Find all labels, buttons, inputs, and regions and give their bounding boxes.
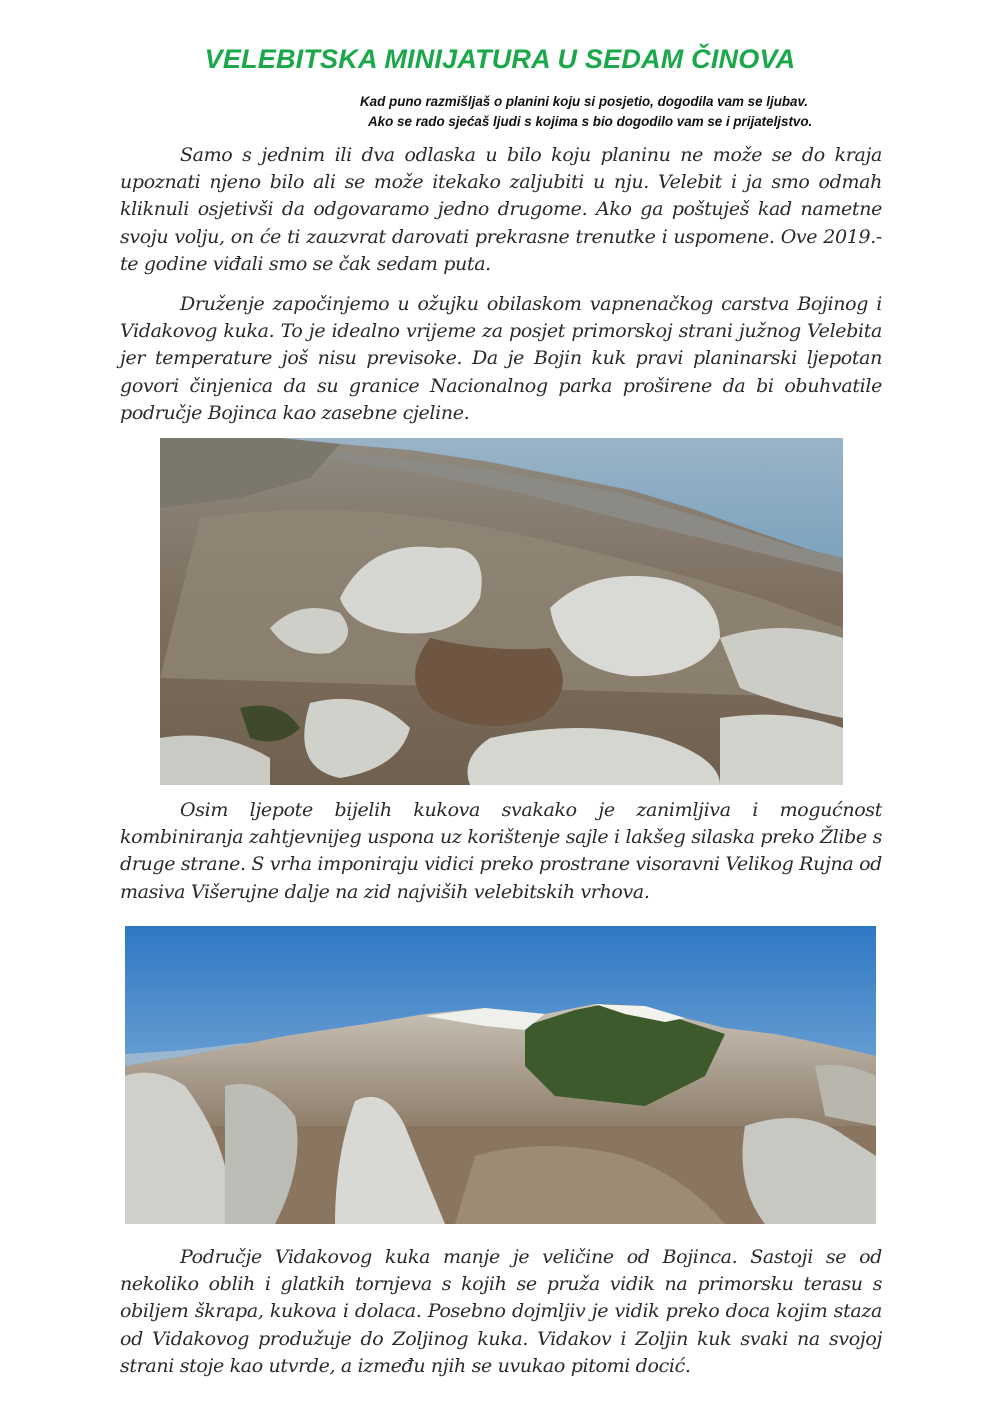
motto-line-1: Kad puno razmišljaš o planini koju si posjetio, dogodila vam se ljubav.	[360, 94, 808, 109]
mountain-panorama-photo-icon	[125, 926, 876, 1224]
motto-quote	[335, 92, 895, 132]
mountain-landscape-photo-icon	[160, 438, 843, 785]
photo-velebit-panorama	[125, 926, 876, 1224]
paragraph-vidakov-kuk: Područje Vidakovog kuka manje je veličine od Bojinca. Sastoji se od nekoliko oblih i glatkih tornjeva s kojih se pruža vidik na primorsku terasu s obiljem škrapa, kukova i dolaca. Posebno dojmljiv je vidik preko doca kojim staza od Vidakovog produžuje do Zoljinog kuka. Vidakov i Zoljin kuk svaki na svojoj strani stoje kao utvrde, a između njih se uvukao pitomi docić.	[120, 1246, 882, 1377]
paragraph-intro: Samo s jednim ili dva odlaska u bilo koju planinu ne može se do kraja upoznati njeno bilo ali se može itekako zaljubiti u nju. Velebit i ja smo odmah kliknuli osjetivši da odgovaramo jedno drugome. Ako ga poštuješ kad nametne svoju volju, on će ti zauzvrat darovati prekrasne trenutke i uspomene. Ove 2019.-te godine viđali smo se čak sedam puta.	[120, 144, 882, 275]
motto-line-2: Ako se rado sjećaš ljudi s kojima s bio dogodilo vam se i prijateljstvo.	[368, 114, 813, 129]
page-title: VELEBITSKA MINIJATURA U SEDAM ČINOVA	[204, 44, 796, 74]
paragraph-ascent: Osim ljepote bijelih kukova svakako je zanimljiva i mogućnost kombiniranja zahtjevnijeg uspona uz korištenje sajle i lakšeg silaska preko Žlibe s druge strane. S vrha imponiraju vidici preko prostrane visoravni Velikog Rujna od masiva Višerujne dalje na zid najviših velebitskih vrhova.	[120, 799, 882, 903]
paragraph-bojin-kuk: Druženje započinjemo u ožujku obilaskom vapnenačkog carstva Bojinog i Vidakovog kuka. To je idealno vrijeme za posjet primorskoj strani južnog Velebita jer temperature još nisu previsoke. Da je Bojin kuk pravi planinarski ljepotan govori činjenica da su granice Nacionalnog parka proširene da bi obuhvatile područje Bojinca kao zasebne cjeline.	[120, 293, 882, 424]
photo-bojin-kuk-aerial	[160, 438, 843, 785]
